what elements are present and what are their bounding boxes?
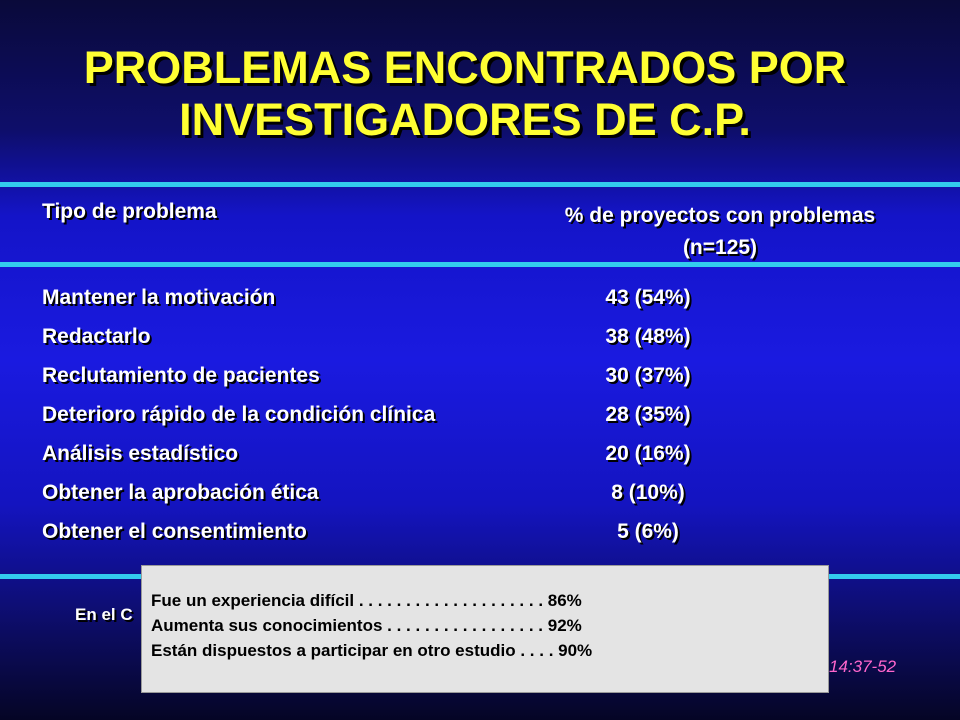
row-value: 28 (35%): [605, 403, 691, 426]
callout-line: Están dispuestos a participar en otro estudio . . . . 90%: [151, 641, 593, 660]
table-row: [42, 442, 802, 481]
row-value: 5 (6%): [617, 520, 679, 543]
table-row: [42, 325, 802, 364]
row-value: 30 (37%): [605, 364, 691, 387]
row-value: 20 (16%): [605, 442, 691, 465]
row-label: Reclutamiento de pacientes: [42, 364, 320, 387]
row-label: Mantener la motivación: [42, 286, 276, 309]
table-row: [42, 520, 802, 559]
table-row: [42, 286, 802, 325]
row-label: Análisis estadístico: [42, 442, 239, 465]
citation: 14:37-52: [829, 657, 897, 676]
callout-line: Aumenta sus conocimientos . . . . . . . . . . . . . . . . . 92%: [151, 616, 582, 635]
callout-box: [141, 565, 829, 693]
slide-title: [0, 42, 930, 146]
title-line-1: PROBLEMAS ENCONTRADOS POR: [83, 42, 847, 93]
row-label: Obtener el consentimiento: [42, 520, 307, 543]
row-label: Deterioro rápido de la condición clínica: [42, 403, 436, 426]
row-value: 38 (48%): [605, 325, 691, 348]
row-value: 8 (10%): [611, 481, 685, 504]
row-value: 43 (54%): [605, 286, 691, 309]
callout-line: Fue un experiencia difícil . . . . . . . . . . . . . . . . . . . . 86%: [151, 591, 582, 610]
header-left: Tipo de problema: [42, 200, 217, 223]
top-rule: [0, 182, 960, 187]
row-label: Redactarlo: [42, 325, 151, 348]
footnote-left: En el C: [75, 605, 133, 624]
problem-table: [42, 286, 802, 559]
row-label: Obtener la aprobación ética: [42, 481, 319, 504]
middle-rule: [0, 262, 960, 267]
table-row: [42, 481, 802, 520]
table-row: [42, 403, 802, 442]
header-right: [480, 200, 960, 264]
title-line-2: INVESTIGADORES DE C.P.: [179, 94, 751, 145]
header-right-line-2: (n=125): [682, 236, 758, 259]
table-row: [42, 364, 802, 403]
header-right-line-1: % de proyectos con problemas: [564, 204, 876, 227]
